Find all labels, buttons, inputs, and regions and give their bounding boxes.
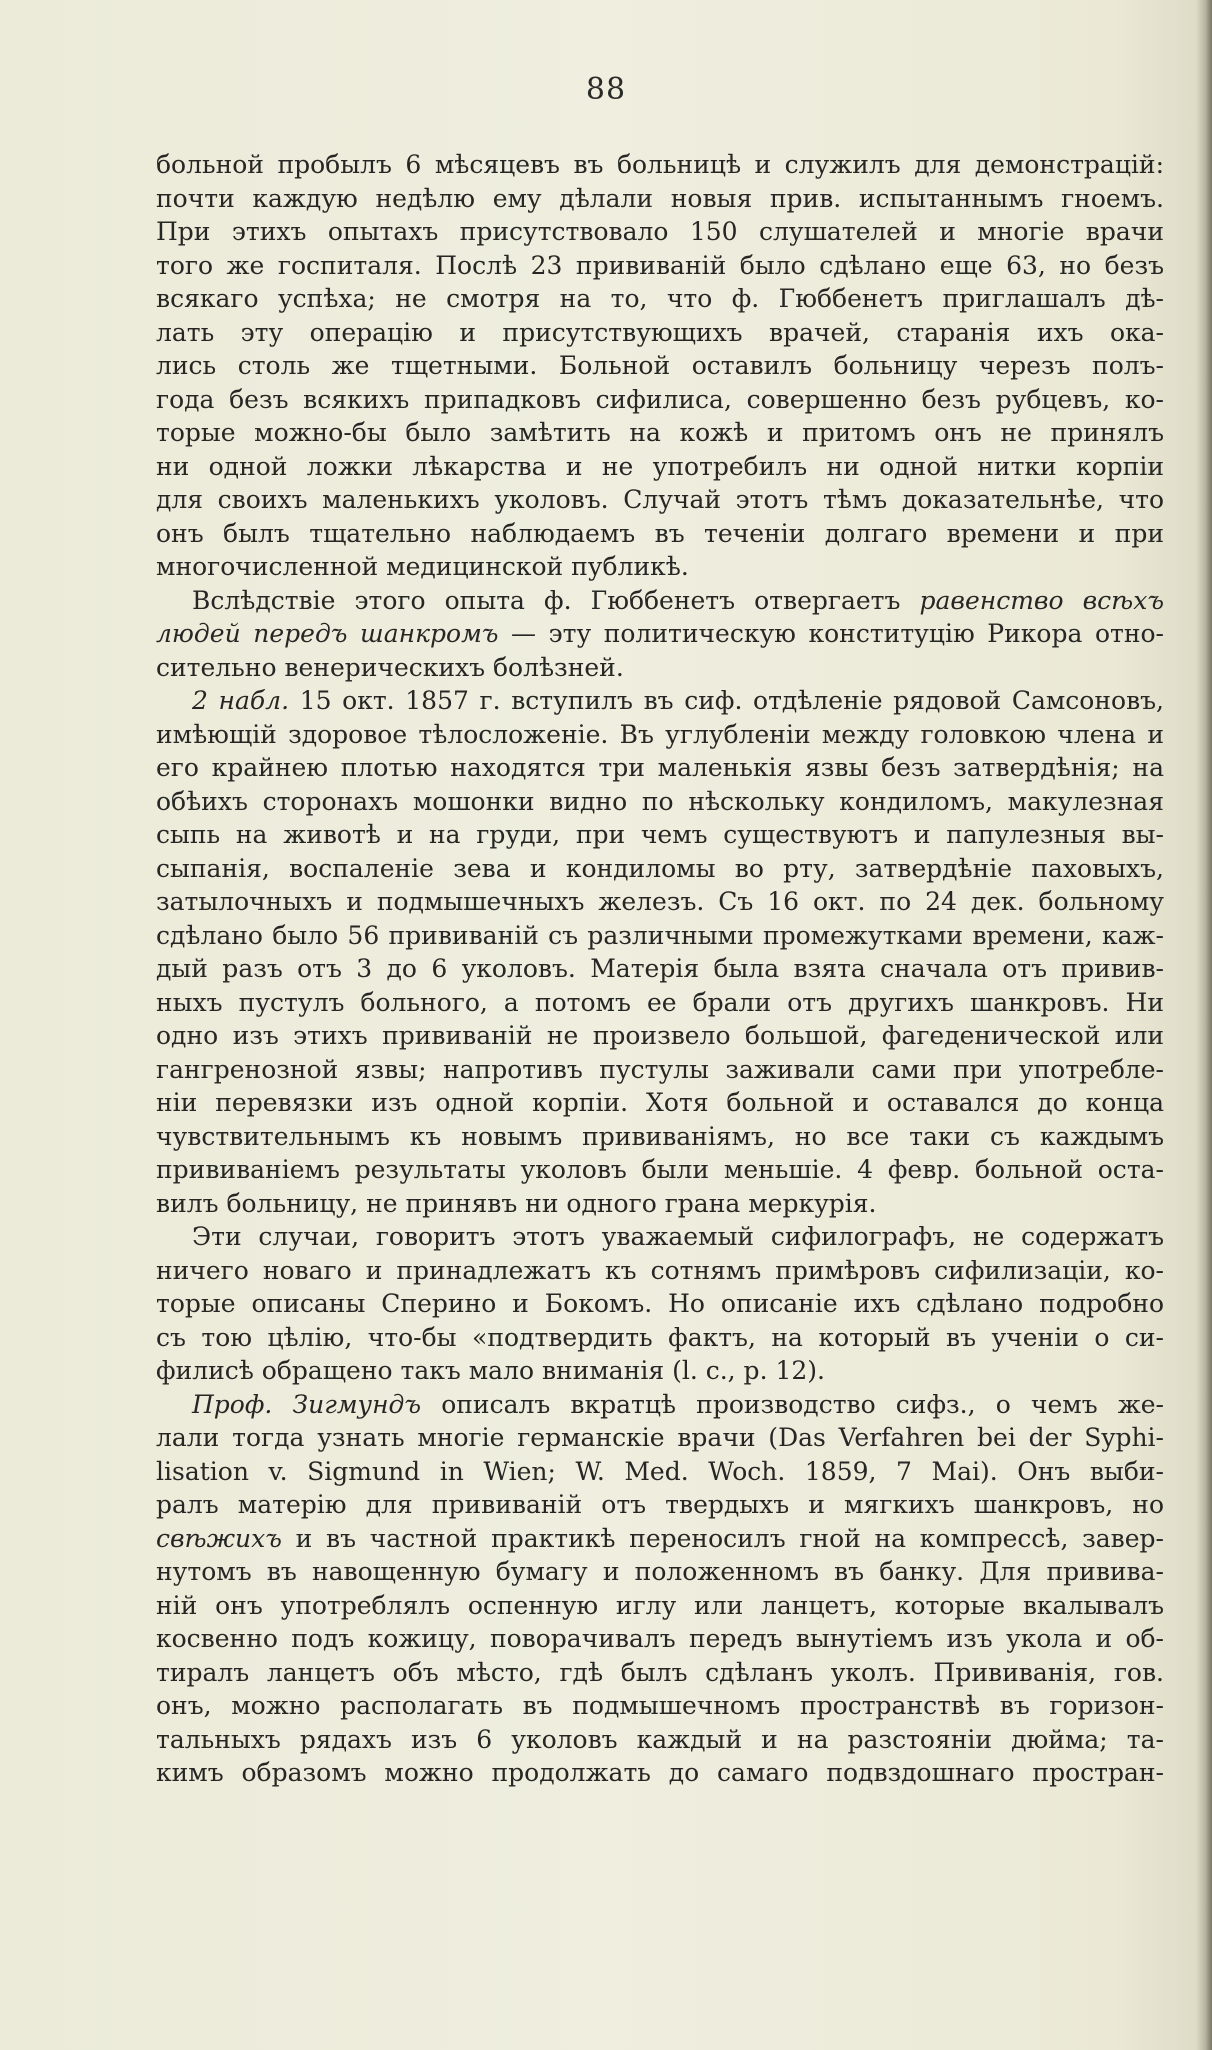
italic-phrase: людей передъ шанкромъ <box>156 619 499 648</box>
body-text <box>156 148 1164 1790</box>
line-text: кимъ образомъ можно продолжать до самаго подвздошнаго простран- <box>156 1758 1164 1787</box>
line-text: больной пробылъ 6 мѣсяцевъ въ больницѣ и служилъ для демонстрацій: <box>156 150 1164 179</box>
line-text: описалъ вкратцѣ производство сифз., о чемъ же- <box>421 1389 1164 1419</box>
line-text: прививаніемъ результаты уколовъ были меньшіе. 4 февр. больной оста- <box>156 1155 1164 1184</box>
text-line <box>156 1689 1164 1723</box>
italic-phrase: равенство всѣхъ <box>919 585 1164 615</box>
text-line <box>156 1756 1164 1790</box>
line-text: имѣющій здоровое тѣлосложеніе. Въ углубленіи между головкою члена и <box>156 719 1164 749</box>
text-line <box>156 349 1164 383</box>
text-line <box>156 1220 1164 1254</box>
text-line <box>156 718 1164 752</box>
text-line <box>156 1589 1164 1623</box>
text-line <box>156 1120 1164 1154</box>
text-line <box>156 852 1164 886</box>
line-text: обѣихъ сторонахъ мошонки видно по нѣскольку кондиломъ, макулезная <box>156 786 1164 816</box>
page-number: 88 <box>585 72 627 107</box>
line-text: тиралъ ланцетъ объ мѣсто, гдѣ былъ сдѣланъ уколъ. Прививанія, гов. <box>156 1657 1164 1687</box>
line-text: торые описаны Сперино и Бокомъ. Но описаніе ихъ сдѣлано подробно <box>156 1289 1164 1318</box>
line-text: того же госпиталя. Послѣ 23 прививаній было сдѣлано еще 63, но безъ <box>156 250 1164 280</box>
text-line <box>156 249 1164 283</box>
line-text: лись столь же тщетными. Больной оставилъ больницу черезъ полъ- <box>156 351 1164 380</box>
text-line <box>156 1187 1164 1221</box>
text-line <box>156 751 1164 785</box>
line-text: нутомъ въ навощенную бумагу и положенномъ въ банку. Для привива- <box>156 1557 1164 1586</box>
line-text: дый разъ отъ 3 до 6 уколовъ. Матерія была взята сначала отъ привив- <box>156 954 1164 983</box>
line-text: Вслѣдствіе этого опыта ф. Гюббенетъ отвергаетъ <box>192 585 920 615</box>
line-text: чувствительнымъ къ новымъ прививаніямъ, но все таки съ каждымъ <box>156 1121 1164 1151</box>
line-text: сдѣлано было 56 прививаній съ различными промежутками времени, каж- <box>156 920 1164 950</box>
line-text: сыпь на животѣ и на груди, при чемъ существуютъ и папулезныя вы- <box>156 820 1164 849</box>
line-text: Эти случаи, говоритъ этотъ уважаемый сифилографъ, не содержатъ <box>192 1222 1164 1251</box>
text-line <box>156 584 1164 618</box>
text-line <box>156 416 1164 450</box>
text-line <box>156 1287 1164 1321</box>
line-text: затылочныхъ и подмышечныхъ железъ. Съ 16 окт. по 24 дек. больному <box>156 887 1164 916</box>
text-line <box>156 1086 1164 1120</box>
text-line <box>156 1388 1164 1422</box>
line-text: для своихъ маленькихъ уколовъ. Случай этотъ тѣмъ доказательнѣе, что <box>156 485 1164 514</box>
text-line <box>156 1421 1164 1455</box>
text-line <box>156 1555 1164 1589</box>
line-text: онъ былъ тщательно наблюдаемъ въ теченіи долгаго времени и при <box>156 518 1164 548</box>
text-line <box>156 684 1164 718</box>
line-text: косвенно подъ кожицу, поворачивалъ передъ вынутіемъ изъ укола и об- <box>156 1624 1164 1653</box>
text-line <box>156 182 1164 216</box>
text-line <box>156 952 1164 986</box>
line-text: ни одной ложки лѣкарства и не употребилъ ни одной нитки корпіи <box>156 451 1164 481</box>
line-text: ніи перевязки изъ одной корпіи. Хотя больной и оставался до конца <box>156 1088 1164 1117</box>
text-line <box>156 785 1164 819</box>
line-text: тальныхъ рядахъ изъ 6 уколовъ каждый и на разстояніи дюйма; та- <box>156 1724 1164 1754</box>
text-line <box>156 1455 1164 1489</box>
text-line <box>156 1153 1164 1187</box>
line-text: ничего новаго и принадлежатъ къ сотнямъ примѣровъ сифилизаціи, ко- <box>156 1255 1164 1285</box>
text-line <box>156 383 1164 417</box>
text-line <box>156 885 1164 919</box>
text-line <box>156 1723 1164 1757</box>
line-text: одно изъ этихъ прививаній не произвело большой, фагеденической или <box>156 1021 1164 1050</box>
line-text: вилъ больницу, не принявъ ни одного грана меркурія. <box>156 1188 877 1218</box>
text-line <box>156 517 1164 551</box>
line-text: 15 окт. 1857 г. вступилъ въ сиф. отдѣленіе рядовой Самсоновъ, <box>289 686 1164 715</box>
text-line <box>156 215 1164 249</box>
text-line <box>156 1488 1164 1522</box>
text-line <box>156 483 1164 517</box>
line-text: торые можно-бы было замѣтить на кожѣ и притомъ онъ не принялъ <box>156 418 1164 447</box>
text-line <box>156 1354 1164 1388</box>
line-text: ралъ матерію для прививаній отъ твердыхъ и мягкихъ шанкровъ, но <box>156 1490 1164 1519</box>
line-text: филисѣ обращено такъ мало вниманія (l. c., p. 12). <box>156 1356 825 1385</box>
italic-phrase: Проф. Зигмундъ <box>192 1389 422 1419</box>
text-line <box>156 986 1164 1020</box>
line-text: года безъ всякихъ припадковъ сифилиса, совершенно безъ рубцевъ, ко- <box>156 384 1164 414</box>
line-text: ныхъ пустулъ больного, а потомъ ее брали отъ другихъ шанкровъ. Ни <box>156 987 1164 1017</box>
line-text: гангренозной язвы; напротивъ пустулы заживали сами при употребле- <box>156 1054 1164 1084</box>
text-line <box>156 818 1164 852</box>
text-line <box>156 617 1164 651</box>
text-line <box>156 316 1164 350</box>
text-line <box>156 550 1164 584</box>
text-line <box>156 651 1164 685</box>
line-text: — эту политическую конституцію Рикора отно- <box>498 619 1164 648</box>
line-text: lisation v. Sigmund in Wien; W. Med. Woch. 1859, 7 Mai). Онъ выби- <box>156 1456 1164 1486</box>
text-line <box>156 148 1164 182</box>
line-text: всякаго успѣха; не смотря на то, что ф. Гюббенетъ приглашалъ дѣ- <box>156 284 1164 313</box>
line-text: ній онъ употреблялъ оспенную иглу или ланцетъ, которые вкалывалъ <box>156 1590 1164 1620</box>
italic-phrase: 2 набл. <box>192 686 290 715</box>
line-text: При этихъ опытахъ присутствовало 150 слушателей и многіе врачи <box>156 217 1164 246</box>
line-text: лали тогда узнать многіе германскіе врачи (Das Verfahren bei der Syphi- <box>156 1423 1164 1452</box>
text-line <box>156 1321 1164 1355</box>
line-text: и въ частной практикѣ переносилъ гной на компрессѣ, завер- <box>281 1523 1164 1553</box>
text-line <box>156 1522 1164 1556</box>
page-edge-shadow <box>1196 0 1212 2050</box>
text-line <box>156 1254 1164 1288</box>
italic-phrase: свѣжихъ <box>156 1523 282 1553</box>
text-line <box>156 1019 1164 1053</box>
line-text: съ тою цѣлію, что-бы «подтвердить фактъ, на который въ ученіи о си- <box>156 1322 1164 1352</box>
line-text: сительно венерическихъ болѣзней. <box>156 652 624 682</box>
text-line <box>156 1622 1164 1656</box>
text-line <box>156 1656 1164 1690</box>
text-line <box>156 1053 1164 1087</box>
line-text: его крайнею плотью находятся три маленькія язвы безъ затвердѣнія; на <box>156 753 1164 782</box>
line-text: почти каждую недѣлю ему дѣлали новыя прив. испытаннымъ гноемъ. <box>156 183 1164 213</box>
text-line <box>156 450 1164 484</box>
text-line <box>156 919 1164 953</box>
line-text: сыпанія, воспаленіе зева и кондиломы во рту, затвердѣніе паховыхъ, <box>156 853 1164 883</box>
line-text: лать эту операцію и присутствующихъ врачей, старанія ихъ ока- <box>156 317 1164 347</box>
line-text: многочисленной медицинской публикѣ. <box>156 552 689 581</box>
line-text: онъ, можно располагать въ подмышечномъ пространствѣ въ горизон- <box>156 1691 1164 1720</box>
text-line <box>156 282 1164 316</box>
